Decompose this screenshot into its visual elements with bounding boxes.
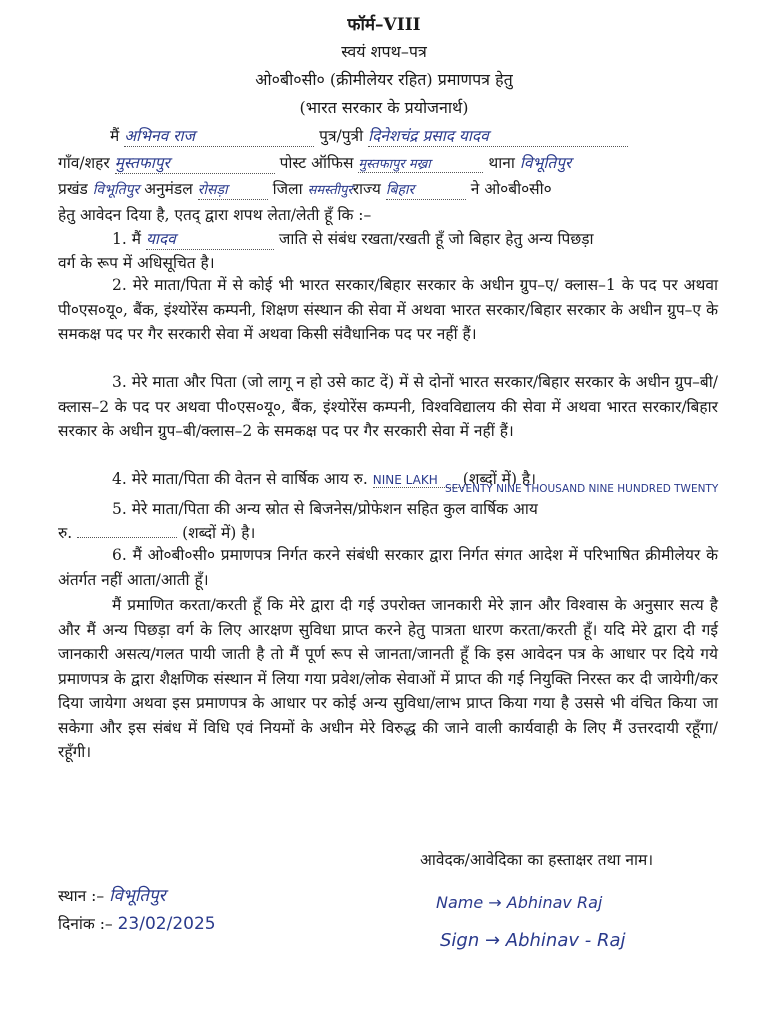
block-label: प्रखंड (58, 180, 88, 198)
post-label: पोस्ट ऑफिस (279, 154, 354, 172)
father-name: दिनेशचंद्र प्रसाद यादव (368, 124, 628, 147)
handwritten-signature: Sign → Abhinav - Raj (440, 930, 626, 951)
item-1-line-1 (112, 227, 594, 250)
item-5-suffix: (शब्दों में) है। (182, 524, 256, 542)
caste-value: यादव (146, 227, 274, 250)
subdiv-value: रोसड़ा (198, 180, 268, 200)
applicant-line-1 (110, 124, 628, 147)
item-5-line-2 (58, 521, 255, 543)
form-number: फॉर्म–VIII (347, 15, 421, 35)
village-label: गाँव/शहर (58, 154, 110, 172)
item-1-line-2: वर्ग के रूप में अधिसूचित है। (58, 254, 215, 272)
applicant-line-2 (58, 151, 571, 174)
son-label: पुत्र/पुत्री (319, 127, 364, 145)
place-label: स्थान :– (58, 887, 105, 905)
item-2: 2. मेरे माता/पिता में से कोई भी भारत सरकार/बिहार सरकार के अधीन ग्रुप–ए/ क्लास–1 के पद पर अथवा पी०एस०यू०, बैंक, इंश्योरेंस कम्पनी, शिक्षण संस्थान की सेवा में अथवा भारत सरकार/बिहार सरकार के अधीन ग्रुप–ए के समकक्ष पद पर गैर सरकारी सेवा में अथवा किसी संवैधानिक पद पर नहीं हैं। (58, 276, 718, 343)
item-5-line-1: 5. मेरे माता/पिता की अन्य स्रोत से बिजनेस/प्रोफेशन सहित कुल वार्षिक आय (112, 500, 538, 518)
block-value: विभूतिपुर (92, 182, 140, 198)
form-subtitle: ओ०बी०सी० (क्रीमीलेयर रहित) प्रमाणपत्र हेतु (255, 70, 513, 89)
form-purpose: (भारत सरकार के प्रयोजनार्थ) (299, 98, 469, 117)
date-row (58, 912, 216, 934)
applicant-name: अभिनव राज (124, 124, 314, 147)
item-3: 3. मेरे माता और पिता (जो लागू न हो उसे काट दें) में से दोनों भारत सरकार/बिहार सरकार के अधीन ग्रुप–बी/क्लास–2 के पद पर अथवा पी०एस०यू०, बैंक, इंश्योरेंस कम्पनी, विश्वविद्यालय की सेवा में अथवा भारत सरकार/बिहार सरकार के अधीन ग्रुप–बी/क्लास–2 के समकक्ष पद पर गैर सरकारी सेवा में नहीं हैं। (58, 373, 718, 440)
declaration: मैं प्रमाणित करता/करती हूँ कि मेरे द्वारा दी गई उपरोक्त जानकारी मेरे ज्ञान और विश्वास के अनुसार सत्य है और मैं अन्य पिछड़ा वर्ग के लिए आरक्षण सुविधा प्राप्त करने हेतु पात्रता धारण करता/करती हूँ। यदि मेरे द्वारा दी गई जानकारी असत्य/गलत पायी जाती है तो मैं पूर्ण रूप से जानता/जानती हूँ कि इस आवेदन पत्र के आधार पर दिये गये प्रमाणपत्र के द्वारा शैक्षणिक संस्थान में लिया गया प्रवेश/लोक सेवाओं में प्राप्त की गई नियुक्ति निरस्त कर दी जायेगी/कर दिया जायेगा अथवा इस प्रमाणपत्र के आधार पर कोई अन्य सुविधा/लाभ प्राप्त किया गया है उससे भी वंचित किया जा सकेगा और इस संबंध में विधि एवं नियमों के अधीन मेरे विरुद्ध की जाने वाली कार्यवाही के लिए मैं उत्तरदायी रहूँगा/रहूँगी। (58, 596, 718, 761)
state-label: राज्य (352, 180, 381, 198)
thana-value: विभूतिपुर (519, 154, 572, 172)
handwritten-name: Name → Abhinav Raj (436, 893, 603, 912)
district-label: जिला (272, 180, 303, 198)
post-value: मुस्तफापुर मख्रा (358, 154, 483, 173)
date-value: 23/02/2025 (117, 914, 216, 934)
subdiv-label: अनुमंडल (144, 180, 193, 198)
item-5-currency: रु. (58, 524, 73, 542)
oath-intro: हेतु आवेदन दिया है, एतद् द्वारा शपथ लेता/लेती हूँ कि :– (58, 206, 372, 224)
item-1-text: जाति से संबंध रखता/रखती हूँ जो बिहार हेतु अन्य पिछड़ा (278, 230, 594, 248)
date-label: दिनांक :– (58, 915, 113, 933)
applicant-sign-label: आवेदक/आवेदिका का हस्ताक्षर तथा नाम। (420, 851, 654, 869)
item-6: 6. मैं ओ०बी०सी० प्रमाणपत्र निर्गत करने संबंधी सरकार द्वारा निर्गत संगत आदेश में परिभाषित क्रीमीलेयर के अंतर्गत नहीं आता/आती हूँ। (58, 546, 718, 589)
item-4-prefix: 4. मेरे माता/पिता की वेतन से वार्षिक आय रु. (112, 470, 368, 488)
state-value: बिहार (386, 180, 466, 200)
other-income-blank (77, 537, 177, 538)
applicant-tail: ने ओ०बी०सी० (470, 180, 552, 198)
village-value: मुस्तफापुर (115, 151, 275, 174)
district-value: समस्तीपुर (307, 183, 353, 198)
item-4-suffix: (शब्दों में) है। (462, 470, 537, 488)
item-1-prefix: 1. मैं (112, 230, 141, 248)
income-words: NINE LAKH (373, 473, 463, 488)
main-label: मैं (110, 127, 120, 145)
form-title: स्वयं शपथ–पत्र (341, 42, 427, 61)
place-value: विभूतिपुर (109, 886, 166, 906)
applicant-line-3 (58, 177, 552, 200)
place-row (58, 883, 166, 906)
thana-label: थाना (488, 154, 515, 172)
income-words-continued: SEVENTY NINE THOUSAND NINE HUNDRED TWENTY (445, 483, 719, 495)
